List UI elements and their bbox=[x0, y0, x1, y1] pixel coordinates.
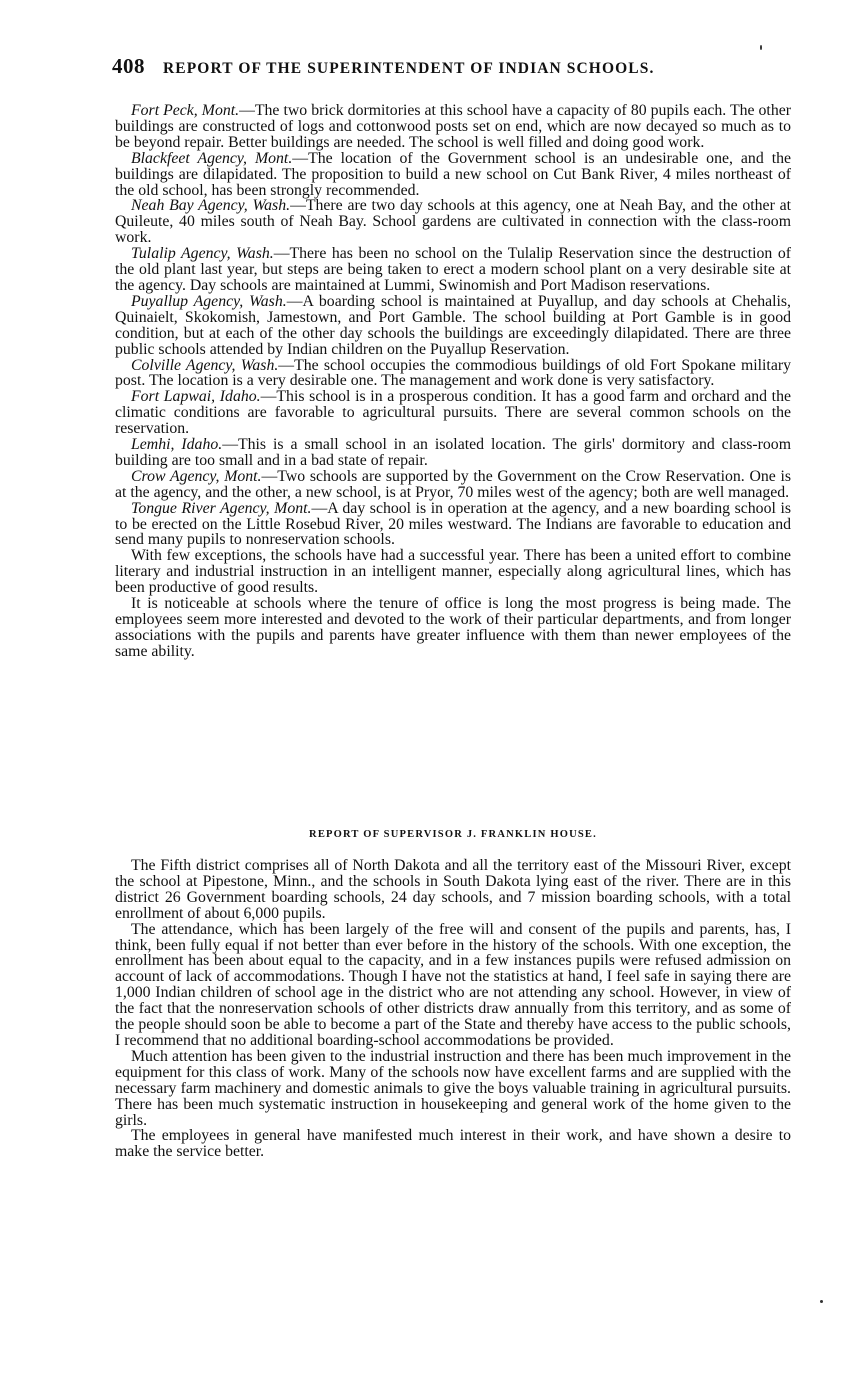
place-name: Puyallup Agency, Wash. bbox=[131, 292, 287, 310]
paragraph-text: —The school occupies the commodious buildings of old Fort Spokane military post. The location is a very desirable one. The management and work done is very satisfactory. bbox=[115, 356, 791, 390]
paragraph-text: —This school is in a prosperous condition. It has a good farm and orchard and the climatic conditions are favorable to agricultural pursuits. There are several common schools on the reservation. bbox=[115, 388, 791, 438]
paragraph bbox=[115, 437, 791, 469]
section-two-body bbox=[115, 858, 791, 1160]
place-name: Neah Bay Agency, Wash. bbox=[131, 197, 291, 215]
paragraph bbox=[115, 501, 791, 549]
page-header bbox=[112, 54, 802, 84]
paragraph-text: —There has been no school on the Tulalip Reservation since the destruction of the old plant last year, but steps are being taken to erect a modern school plant on a very desirable site at the agency. Day schools are maintained at Lummi, Swinomish and Port Madison reservations. bbox=[115, 245, 791, 294]
running-head: REPORT OF THE SUPERINTENDENT OF INDIAN SCHOOLS. bbox=[163, 60, 655, 77]
paragraph: Much attention has been given to the industrial instruction and there has been much improvement in the equipment for this class of work. Many of the schools now have excellent farms and are supplied with the necessary farm machinery and domestic animals to give the boys valuable training in agricultural pursuits. There has been much systematic instruction in housekeeping and general work of the home given to the girls. bbox=[115, 1047, 791, 1129]
paragraph bbox=[115, 389, 791, 437]
section-heading: REPORT OF SUPERVISOR J. FRANKLIN HOUSE. bbox=[309, 829, 597, 840]
place-name: Lemhi, Idaho. bbox=[131, 436, 223, 454]
paragraph-text: It is noticeable at schools where the tenure of office is long the most progress is being made. The employees seem more interested and devoted to the work of their particular departments, and from longer associations with the pupils and parents have greater influence with them than newer employees of the same ability. bbox=[115, 595, 791, 660]
paragraph: The attendance, which has been largely of the free will and consent of the pupils and parents, has, I think, been fully equal if not better than ever before in the history of the schools. With one exception, the enrollment has been about equal to the capacity, and in a few instances pupils were refused admission on account of lack of accommodations. Though I have not the statistics at hand, I feel safe in saying there are 1,000 Indian children of school age in the district who are not attending any school. However, in view of the fact that the nonreservation schools of other districts draw annually from this territory, and as some of the people should soon be able to become a part of the State and thereby have access to the public schools, I recommend that no additional boarding-school accommodations be provided. bbox=[115, 920, 791, 1049]
paragraph-text: —The two brick dormitories at this school have a capacity of 80 pupils each. The other buildings are constructed of logs and cottonwood posts set on end, which are now decayed so much as to be beyond repair. Better buildings are needed. The school is well filled and doing good work. bbox=[115, 102, 791, 151]
place-name: Colville Agency, Wash. bbox=[131, 356, 279, 374]
paragraph-text: —There are two day schools at this agency, one at Neah Bay, and the other at Quileute, 40 miles south of Neah Bay. School gardens are cultivated in connection with the class-room work. bbox=[115, 197, 791, 247]
paragraph bbox=[115, 103, 791, 151]
paragraph bbox=[115, 151, 791, 199]
place-name: Fort Peck, Mont. bbox=[131, 102, 240, 119]
place-name: Blackfeet Agency, Mont. bbox=[131, 149, 293, 167]
place-name: Crow Agency, Mont. bbox=[131, 467, 262, 485]
paragraph bbox=[115, 469, 791, 501]
paragraph-text: With few exceptions, the schools have had a successful year. There has been a united effort to combine literary and industrial instruction in an intelligent manner, especially along agricultural lines, which has been productive of good results. bbox=[115, 547, 791, 597]
paragraph bbox=[115, 548, 791, 596]
place-name: Fort Lapwai, Idaho. bbox=[131, 388, 261, 406]
paragraph: The Fifth district comprises all of North Dakota and all the territory east of the Missouri River, except the school at Pipestone, Minn., and the schools in South Dakota lying east of the river. There are in this district 26 Government boarding schools, 24 day schools, and 7 mission boarding schools, with a total enrollment of about 6,000 pupils. bbox=[115, 857, 791, 922]
paragraph bbox=[115, 198, 791, 246]
place-name: Tulalip Agency, Wash. bbox=[131, 245, 274, 263]
paragraph-text: —A boarding school is maintained at Puyallup, and day schools at Chehalis, Quinaielt, Skokomish, Jamestown, and Port Gamble. The school building at Port Gamble is in good condition, but at each of the other day schools the buildings are exceedingly dilapidated. There are three public schools attended by Indian children on the Puyallup Reservation. bbox=[115, 292, 792, 358]
paragraph bbox=[115, 358, 791, 390]
place-name: Tongue River Agency, Mont. bbox=[131, 499, 312, 517]
paragraph bbox=[115, 294, 791, 358]
paragraph-text: —This is a small school in an isolated location. The girls' dormitory and class-room building are too small and in a bad state of repair. bbox=[115, 436, 791, 469]
paragraph bbox=[115, 246, 791, 294]
print-speck bbox=[820, 1300, 823, 1303]
paragraph-text: —A day school is in operation at the agency, and a new boarding school is to be erected on the Little Rosebud River, 20 miles westward. The Indians are favorable to education and send many pupils to nonreservation schools. bbox=[115, 499, 791, 549]
page-number: 408 bbox=[112, 54, 145, 78]
section-one-body bbox=[115, 103, 791, 660]
paragraph-text: —The location of the Government school is an undesirable one, and the buildings are dilapidated. The proposition to build a new school on Cut Bank River, 4 miles northeast of the old school, has been strongly recommended. bbox=[115, 149, 791, 199]
paragraph: The employees in general have manifested much interest in their work, and have shown a desire to make the service better. bbox=[115, 1127, 791, 1161]
paragraph-text: —Two schools are supported by the Government on the Crow Reservation. One is at the agency, and the other, a new school, is at Pryor, 70 miles west of the agency; both are well managed. bbox=[115, 467, 791, 501]
paragraph bbox=[115, 596, 791, 660]
print-speck bbox=[760, 45, 762, 50]
